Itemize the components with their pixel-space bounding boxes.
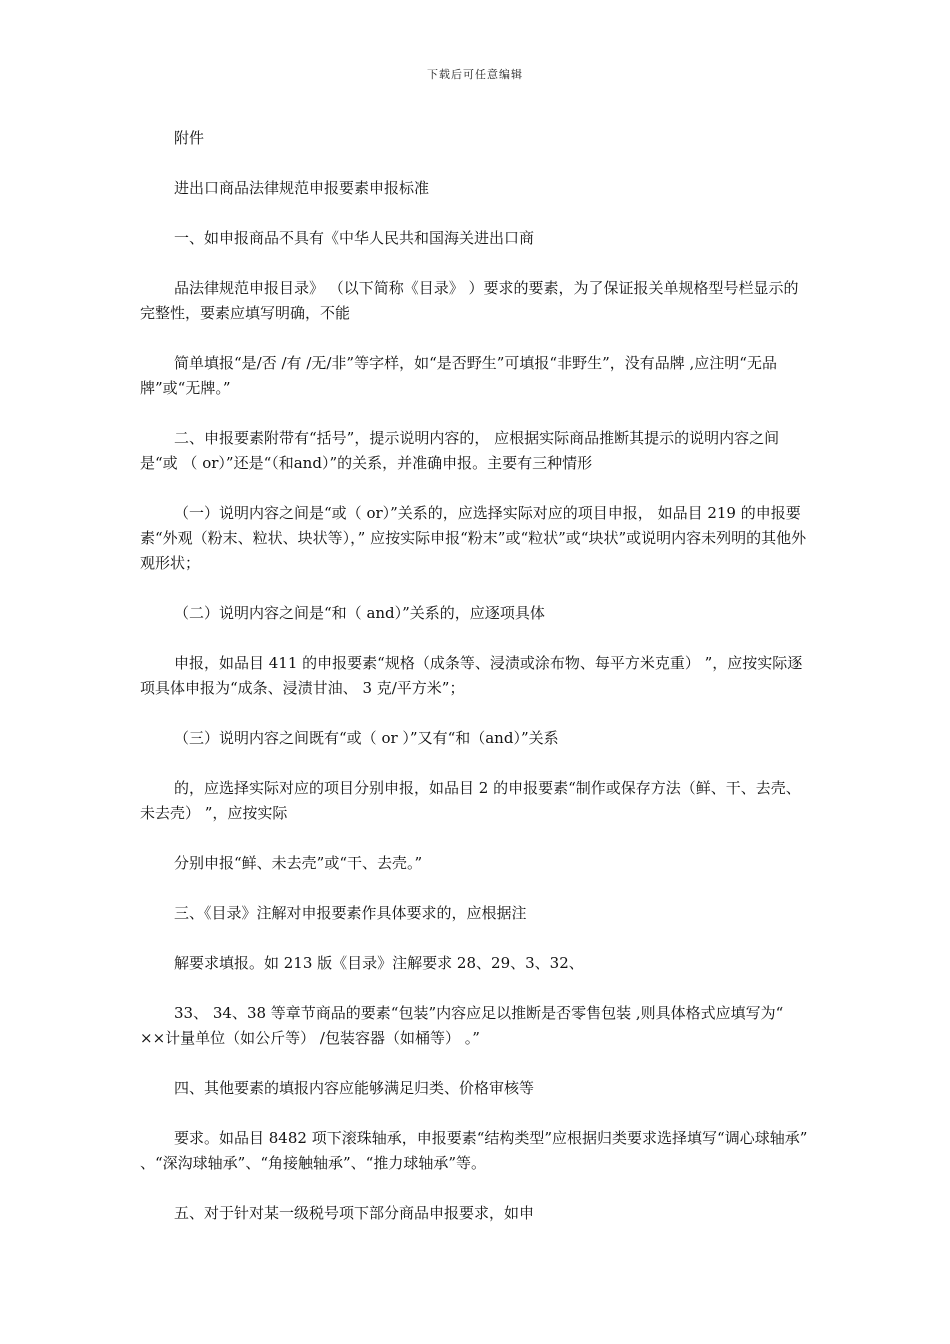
paragraph: 33、 34、38 等章节商品的要素“包装”内容应足以推断是否零售包装 ,则具体格式应填写为“ ××计量单位（如公斤等） /包装容器（如桶等） 。” [140, 1004, 784, 1047]
page-header-note: 下载后可任意编辑 [427, 68, 523, 81]
paragraph: 的，应选择实际对应的项目分别申报，如品目 2 的申报要素“制作或保存方法（鲜、干、去壳、未去壳） ”，应按实际 [140, 779, 801, 822]
paragraph: （一）说明内容之间是“或（ or）”关系的，应选择实际对应的项目申报， 如品目 219 的申报要素“外观（粉末、粒状、块状等），” 应按实际申报“粉末”或“粒状”或“块状”或说明内容未列明的其他外观形状； [140, 504, 807, 572]
paragraph: 四、其他要素的填报内容应能够满足归类、价格审核等 [174, 1079, 535, 1097]
paragraph: 五、对于针对某一级税号项下部分商品申报要求，如申 [174, 1204, 535, 1222]
document-title: 进出口商品法律规范申报要素申报标准 [174, 179, 430, 197]
paragraph: （二）说明内容之间是“和（ and）”关系的，应逐项具体 [174, 604, 545, 622]
paragraph: 分别申报“鲜、未去壳”或“干、去壳。” [174, 854, 423, 872]
paragraph: 一、如申报商品不具有《中华人民共和国海关进出口商 [174, 229, 535, 247]
paragraph: 要求。如品目 8482 项下滚珠轴承，申报要素“结构类型”应根据归类要求选择填写“调心球轴承” 、“深沟球轴承”、“角接触轴承”、“推力球轴承”等。 [140, 1129, 808, 1172]
paragraph: 二、申报要素附带有“括号”，提示说明内容的， 应根据实际商品推断其提示的说明内容之间是“或 （ or）”还是“（和and）”的关系，并准确申报。主要有三种情形 [140, 429, 780, 472]
paragraph: 简单填报“是/否 /有 /无/非”等字样，如“是否野生”可填报“非野生”，没有品牌 ,应注明“无品牌”或“无牌。” [140, 354, 777, 397]
paragraph: 品法律规范申报目录》 （以下简称《目录》 ）要求的要素，为了保证报关单规格型号栏显示的完整性，要素应填写明确，不能 [140, 279, 799, 322]
document-body [140, 126, 812, 1251]
paragraph-attachment-label: 附件 [174, 129, 205, 147]
paragraph: 三、《目录》注解对申报要素作具体要求的，应根据注 [174, 904, 527, 922]
paragraph: （三）说明内容之间既有“或（ or ）”又有“和（and）”关系 [174, 729, 559, 747]
paragraph: 解要求填报。如 213 版《目录》注解要求 28、29、3、32、 [174, 954, 584, 972]
paragraph: 申报，如品目 411 的申报要素“规格（成条等、浸渍或涂布物、每平方米克重） ”，应按实际逐项具体申报为“成条、浸渍甘油、 3 克/平方米”； [140, 654, 803, 697]
